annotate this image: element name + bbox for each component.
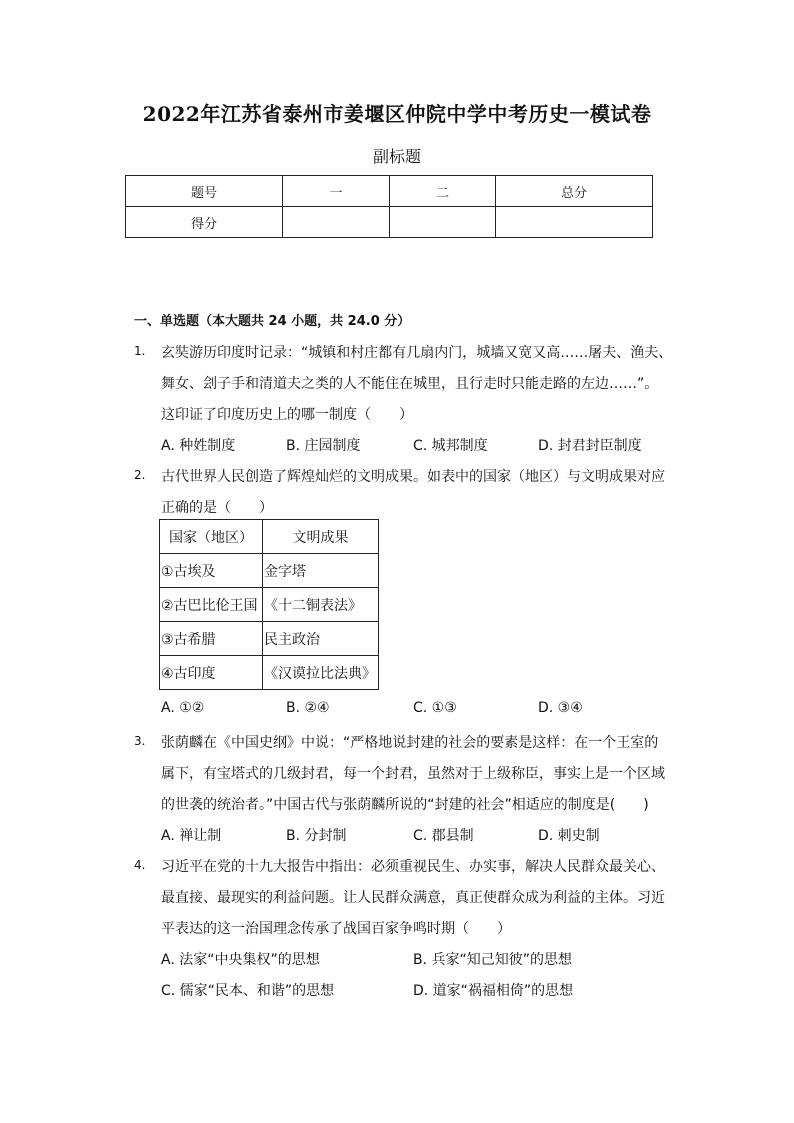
civ-achievement-cell: 《十二铜表法》 (263, 588, 379, 622)
score-table-header-row (126, 176, 653, 207)
score-table-score-row (126, 207, 653, 238)
question-text-line: 舞女、刽子手和清道夫之类的人不能住在城里，且行走时只能走路的左边……”。 (161, 376, 659, 392)
option-b: B. 兵家“知己知彼”的思想 (413, 952, 573, 968)
question-text-line: 平表达的这一治国理念传承了战国百家争鸣时期（ ） (161, 921, 511, 937)
score-table (125, 175, 653, 238)
option-d: D. ③④ (538, 700, 583, 716)
score-cell-part-1 (283, 207, 390, 238)
option-a: A. 法家“中央集权”的思想 (161, 952, 320, 968)
civ-achievement-cell: 《汉谟拉比法典》 (263, 656, 379, 690)
table-row (160, 588, 379, 622)
question-number: 1. (134, 344, 146, 358)
question-text-line: 习近平在党的十九大报告中指出：必须重视民生、办实事，解决人民群众最关心、 (161, 859, 665, 875)
civ-country-cell: ①古埃及 (160, 554, 263, 588)
score-header-question-no: 题号 (126, 176, 283, 207)
exam-title: 2022年江苏省泰州市姜堰区仲院中学中考历史一模试卷 (142, 102, 652, 126)
civ-header-country: 国家（地区） (160, 520, 263, 554)
civ-header-achievement: 文明成果 (263, 520, 379, 554)
question-number: 2. (134, 468, 146, 482)
table-row (160, 622, 379, 656)
civ-country-cell: ②古巴比伦王国 (160, 588, 263, 622)
score-row-label: 得分 (126, 207, 283, 238)
civ-country-cell: ④古印度 (160, 656, 263, 690)
option-b: B. ②④ (286, 700, 330, 716)
section-heading: 一、单选题（本大题共 24 小题，共 24.0 分） (134, 314, 411, 329)
score-header-total: 总分 (496, 176, 653, 207)
option-a: A. 种姓制度 (161, 438, 236, 454)
question-text-line: 这印证了印度历史上的哪一制度（ ） (161, 407, 413, 423)
question-number: 4. (134, 858, 146, 872)
score-cell-part-2 (390, 207, 496, 238)
table-row (160, 554, 379, 588)
question-text-line: 玄奘游历印度时记录：“城镇和村庄都有几扇内门，城墙又宽又高……屠夫、渔夫、 (161, 345, 673, 361)
civ-achievement-cell: 金字塔 (263, 554, 379, 588)
option-c: C. ①③ (413, 700, 457, 716)
option-b: B. 分封制 (286, 828, 347, 844)
civilization-table (159, 519, 379, 690)
option-b: B. 庄园制度 (286, 438, 361, 454)
exam-subtitle: 副标题 (372, 147, 421, 166)
civ-country-cell: ③古希腊 (160, 622, 263, 656)
question-text-line: 张荫麟在《中国史纲》中说：“严格地说封建的社会的要素是这样：在一个王室的 (161, 735, 659, 751)
score-header-part-2: 二 (390, 176, 496, 207)
question-number: 3. (134, 734, 146, 748)
civ-achievement-cell: 民主政治 (263, 622, 379, 656)
option-c: C. 儒家“民本、和谐”的思想 (161, 983, 335, 999)
score-cell-total (496, 207, 653, 238)
score-header-part-1: 一 (283, 176, 390, 207)
question-text-line: 最直接、最现实的利益问题。让人民群众满意，真正使群众成为利益的主体。习近 (161, 890, 665, 906)
option-a: A. ①② (161, 700, 205, 716)
option-c: C. 郡县制 (413, 828, 474, 844)
option-d: D. 封君封臣制度 (538, 438, 642, 454)
question-text-line: 正确的是（ ） (161, 500, 273, 516)
option-a: A. 禅让制 (161, 828, 222, 844)
table-row (160, 656, 379, 690)
option-d: D. 道家“祸福相倚”的思想 (413, 983, 574, 999)
question-text-line: 的世袭的统治者。”中国古代与张荫麟所说的“封建的社会”相适应的制度是( ) (161, 797, 649, 813)
option-d: D. 刺史制 (538, 828, 600, 844)
civ-table-header-row (160, 520, 379, 554)
question-text-line: 古代世界人民创造了辉煌灿烂的文明成果。如表中的国家（地区）与文明成果对应 (161, 469, 665, 485)
question-text-line: 属下，有宝塔式的几级封君，每一个封君，虽然对于上级称臣，事实上是一个区域 (161, 766, 665, 782)
option-c: C. 城邦制度 (413, 438, 488, 454)
